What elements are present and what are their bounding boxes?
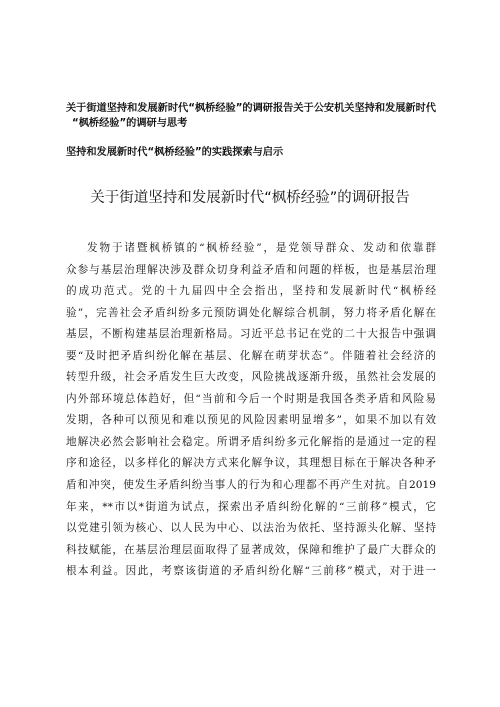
body-line: 基层，不断构建基层治理新格局。习近平总书记在党的二十大报告中强调 — [66, 328, 436, 341]
body-line: 盾和冲突，使发生矛盾纠纷当事人的行为和心理都不再产生对抗。自2019 — [66, 479, 436, 492]
body-line: 地解决必然会影响社会稳定。所谓矛盾纠纷多元化解指的是通过一定的程 — [66, 435, 436, 448]
body-line: 的成功范式。党的十九届四中全会指出，坚持和发展新时代“枫桥经 — [66, 285, 436, 298]
related-title-line-1: 关于街道坚持和发展新时代“枫桥经验”的调研报告关于公安机关坚持和发展新时代 — [66, 103, 436, 114]
body-line: 年来，**市以*街道为试点，探索出矛盾纠纷化解的“三前移”模式，它 — [66, 500, 436, 513]
related-title-line-3: 坚持和发展新时代“枫桥经验”的实践探索与启示 — [66, 147, 284, 158]
body-paragraph — [66, 238, 436, 583]
body-line: 要“及时把矛盾纠纷化解在基层、化解在萌芽状态”。伴随着社会经济的 — [66, 349, 436, 362]
body-line: 发物于诸暨枫桥镇的“枫桥经验”，是党领导群众、发动和依靠群 — [87, 242, 436, 254]
body-line: 序和途径，以多样化的解决方式来化解争议，其理想目标在于解决各种矛 — [66, 457, 436, 470]
body-line: 转型升级，社会矛盾发生巨大改变，风险挑战逐渐升级，虽然社会发展的 — [66, 371, 436, 384]
body-line: 验”，完善社会矛盾纠纷多元预防调处化解综合机制，努力将矛盾化解在 — [66, 306, 436, 319]
body-line: 以党建引领为核心、以人民为中心、以法治为依托、坚持源头化解、坚持 — [66, 522, 436, 535]
body-line: 众参与基层治理解决涉及群众切身利益矛盾和问题的样板，也是基层治理 — [66, 263, 436, 276]
document-title: 关于街道坚持和发展新时代“枫桥经验”的调研报告 — [90, 190, 410, 206]
body-line: 内外部环境总体趋好，但“当前和今后一个时期是我国各类矛盾和风险易 — [66, 392, 436, 405]
body-line: 根本利益。因此，考察该街道的矛盾纠纷化解“三前移”模式，对于进一 — [66, 565, 436, 578]
related-titles-header — [66, 101, 466, 160]
body-line: 发期，各种可以预见和难以预见的风险因素明显增多”，如果不加以有效 — [66, 414, 436, 427]
body-line: 科技赋能，在基层治理层面取得了显著成效，保障和维护了最广大群众的 — [66, 543, 436, 556]
related-title-line-2: “枫桥经验”的调研与思考 — [72, 118, 188, 129]
